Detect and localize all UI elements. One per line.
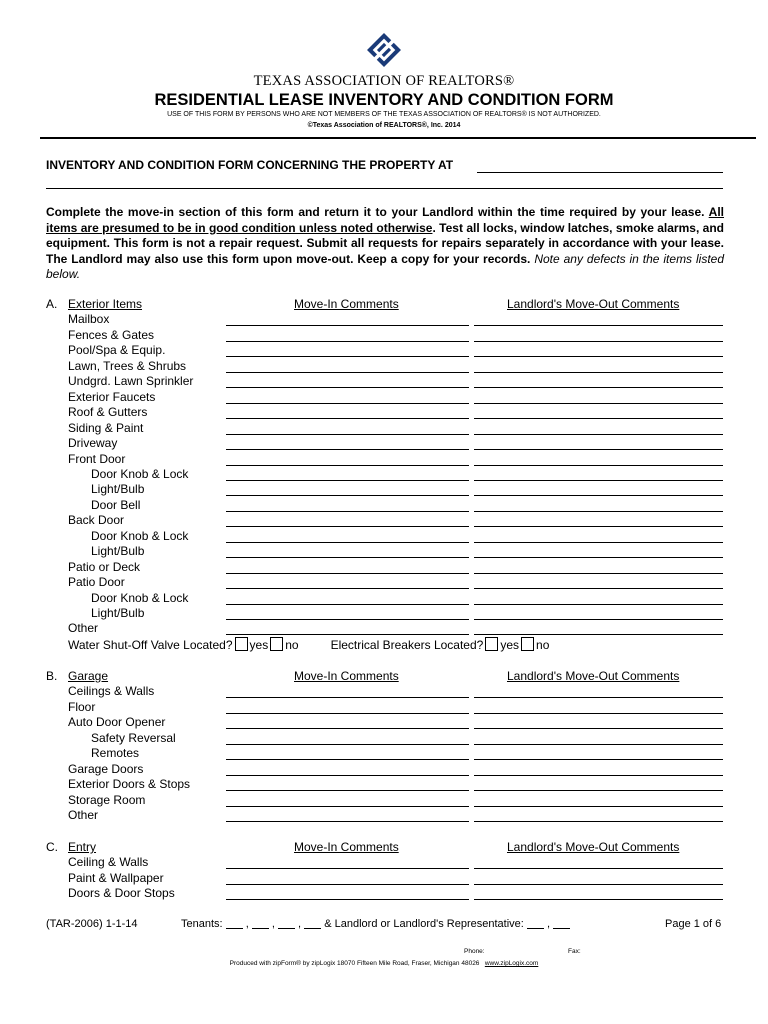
item-label: Safety Reversal bbox=[91, 730, 176, 745]
move-in-comment-field[interactable] bbox=[226, 434, 469, 435]
move-out-comment-field[interactable] bbox=[474, 403, 723, 404]
item-label: Light/Bulb bbox=[91, 544, 145, 559]
electrical-no-checkbox[interactable] bbox=[521, 637, 534, 651]
item-label: Light/Bulb bbox=[91, 606, 145, 620]
move-out-comment-field[interactable] bbox=[474, 511, 723, 512]
move-in-comment-field[interactable] bbox=[226, 806, 469, 807]
water-yes-checkbox[interactable] bbox=[235, 637, 248, 651]
section-title: Garage bbox=[68, 669, 109, 683]
move-in-comment-field[interactable] bbox=[226, 557, 469, 558]
water-shutoff-label: Water Shut-Off Valve Located? bbox=[68, 637, 233, 652]
move-out-comment-field[interactable] bbox=[474, 434, 723, 435]
move-in-comment-field[interactable] bbox=[226, 868, 469, 869]
defects-note: Note any defects in the items listed below. bbox=[46, 251, 724, 282]
item-label: Paint & Wallpaper bbox=[68, 870, 164, 885]
move-in-comment-field[interactable] bbox=[226, 387, 469, 388]
move-in-comment-field[interactable] bbox=[226, 619, 469, 620]
no-label: no bbox=[285, 637, 299, 652]
move-out-comment-field[interactable] bbox=[474, 573, 723, 574]
move-out-comment-field[interactable] bbox=[474, 356, 723, 357]
move-out-header: Landlord's Move-Out Comments bbox=[507, 669, 680, 683]
item-label: Storage Room bbox=[68, 792, 146, 807]
section-letter: B. bbox=[46, 669, 58, 683]
form-title: RESIDENTIAL LEASE INVENTORY AND CONDITION FORM bbox=[154, 91, 614, 109]
section-letter: C. bbox=[46, 840, 58, 854]
item-label: Light/Bulb bbox=[91, 482, 145, 497]
move-out-comment-field[interactable] bbox=[474, 775, 723, 776]
tenant-initials-3[interactable] bbox=[278, 918, 295, 929]
no-label: no bbox=[536, 637, 550, 652]
tenant-initials-1[interactable] bbox=[226, 918, 243, 929]
move-out-comment-field[interactable] bbox=[474, 821, 723, 822]
move-out-comment-field[interactable] bbox=[474, 372, 723, 373]
move-out-comment-field[interactable] bbox=[474, 495, 723, 496]
item-label: Pool/Spa & Equip. bbox=[68, 343, 166, 358]
item-label: Driveway bbox=[68, 436, 118, 451]
item-label: Fences & Gates bbox=[68, 327, 155, 342]
move-out-comment-field[interactable] bbox=[474, 790, 723, 791]
move-out-comment-field[interactable] bbox=[474, 325, 723, 326]
tar-logo-icon bbox=[367, 33, 401, 67]
item-label: Other bbox=[68, 808, 99, 823]
move-in-comment-field[interactable] bbox=[226, 449, 469, 450]
form-id: (TAR-2006) 1-1-14 bbox=[46, 918, 138, 930]
item-label: Patio Door bbox=[68, 575, 125, 590]
yes-label: yes bbox=[249, 637, 269, 652]
move-out-comment-field[interactable] bbox=[474, 868, 723, 869]
move-in-comment-field[interactable] bbox=[226, 573, 469, 574]
move-in-comment-field[interactable] bbox=[226, 403, 469, 404]
move-out-comment-field[interactable] bbox=[474, 465, 723, 466]
usage-notice: USE OF THIS FORM BY PERSONS WHO ARE NOT MEMBERS OF THE TEXAS ASSOCIATION OF REALTORS® IS NOT AUTHORIZED. bbox=[167, 111, 601, 118]
move-in-comment-field[interactable] bbox=[226, 744, 469, 745]
item-label: Garage Doors bbox=[68, 761, 144, 776]
move-out-comment-field[interactable] bbox=[474, 526, 723, 527]
electrical-breakers-label: Electrical Breakers Located? bbox=[330, 637, 484, 652]
move-in-comment-field[interactable] bbox=[226, 775, 469, 776]
move-in-comment-field[interactable] bbox=[226, 372, 469, 373]
produced-by: Produced with zipForm® by zipLogix 18070 Fifteen Mile Road, Fraser, Michigan 48026 www.zipLogix.com bbox=[229, 960, 539, 967]
copyright: ©Texas Association of REALTORS®, Inc. 2014 bbox=[307, 122, 461, 129]
move-out-comment-field[interactable] bbox=[474, 728, 723, 729]
item-label: Exterior Faucets bbox=[68, 389, 156, 404]
move-in-comment-field[interactable] bbox=[226, 790, 469, 791]
item-label: Undgrd. Lawn Sprinkler bbox=[68, 374, 194, 389]
move-out-header: Landlord's Move-Out Comments bbox=[507, 297, 680, 311]
move-in-comment-field[interactable] bbox=[226, 759, 469, 760]
electrical-yes-checkbox[interactable] bbox=[485, 637, 498, 651]
move-in-comment-field[interactable] bbox=[226, 604, 469, 605]
move-in-comment-field[interactable] bbox=[226, 542, 469, 543]
item-label: Auto Door Opener bbox=[68, 715, 166, 730]
landlord-initials-2[interactable] bbox=[553, 918, 570, 929]
move-out-comment-field[interactable] bbox=[474, 604, 723, 605]
move-out-comment-field[interactable] bbox=[474, 557, 723, 558]
move-out-comment-field[interactable] bbox=[474, 899, 723, 900]
item-label: Door Knob & Lock bbox=[91, 528, 189, 543]
move-in-comment-field[interactable] bbox=[226, 511, 469, 512]
item-label: Ceiling & Walls bbox=[68, 855, 149, 870]
property-label: INVENTORY AND CONDITION FORM CONCERNING THE PROPERTY AT bbox=[46, 158, 454, 172]
landlord-initials-1[interactable] bbox=[527, 918, 544, 929]
item-label: Floor bbox=[68, 699, 96, 714]
move-in-comment-field[interactable] bbox=[226, 884, 469, 885]
move-out-comment-field[interactable] bbox=[474, 744, 723, 745]
item-label: Exterior Doors & Stops bbox=[68, 777, 191, 792]
move-out-comment-field[interactable] bbox=[474, 341, 723, 342]
page-number: Page 1 of 6 bbox=[665, 918, 722, 930]
section-title: Exterior Items bbox=[68, 297, 143, 311]
presumption-text: All items are presumed to be in good condition unless noted otherwise bbox=[46, 205, 725, 235]
item-label: Siding & Paint bbox=[68, 420, 144, 435]
tenant-initials-2[interactable] bbox=[252, 918, 269, 929]
water-no-checkbox[interactable] bbox=[270, 637, 283, 651]
item-label: Remotes bbox=[91, 746, 140, 761]
item-label: Other bbox=[68, 621, 99, 636]
move-out-comment-field[interactable] bbox=[474, 480, 723, 481]
utility-locations-row bbox=[68, 637, 549, 652]
item-label: Mailbox bbox=[68, 312, 110, 327]
tenant-initials-4[interactable] bbox=[304, 918, 321, 929]
item-label: Back Door bbox=[68, 513, 125, 528]
move-in-comment-field[interactable] bbox=[226, 341, 469, 342]
move-in-comment-field[interactable] bbox=[226, 728, 469, 729]
item-label: Roof & Gutters bbox=[68, 405, 148, 420]
move-in-comment-field[interactable] bbox=[226, 495, 469, 496]
initials-line: Tenants: , , , & Landlord or Landlord's Representative: , bbox=[181, 918, 570, 930]
section-letter: A. bbox=[46, 297, 58, 311]
move-in-comment-field[interactable] bbox=[226, 821, 469, 822]
phone-label: Phone: bbox=[464, 948, 485, 955]
move-in-comment-field[interactable] bbox=[226, 713, 469, 714]
move-out-comment-field[interactable] bbox=[474, 588, 723, 589]
item-label: Door Knob & Lock bbox=[91, 590, 189, 605]
move-out-comment-field[interactable] bbox=[474, 542, 723, 543]
section-title: Entry bbox=[68, 840, 97, 854]
move-out-comment-field[interactable] bbox=[474, 619, 723, 620]
org-name: TEXAS ASSOCIATION OF REALTORS® bbox=[253, 73, 515, 89]
move-out-comment-field[interactable] bbox=[474, 713, 723, 714]
item-label: Lawn, Trees & Shrubs bbox=[68, 358, 187, 373]
move-in-comment-field[interactable] bbox=[226, 418, 469, 419]
move-in-header: Move-In Comments bbox=[294, 840, 399, 854]
move-out-comment-field[interactable] bbox=[474, 806, 723, 807]
move-in-comment-field[interactable] bbox=[226, 526, 469, 527]
header-divider bbox=[40, 137, 756, 139]
fax-label: Fax: bbox=[568, 948, 581, 955]
property-address-field[interactable] bbox=[477, 172, 723, 173]
item-label: Door Knob & Lock bbox=[91, 466, 189, 481]
move-out-comment-field[interactable] bbox=[474, 759, 723, 760]
move-in-comment-field[interactable] bbox=[226, 325, 469, 326]
move-in-comment-field[interactable] bbox=[226, 465, 469, 466]
move-in-comment-field[interactable] bbox=[226, 480, 469, 481]
item-label: Doors & Door Stops bbox=[68, 886, 175, 901]
move-in-header: Move-In Comments bbox=[294, 297, 399, 311]
move-in-header: Move-In Comments bbox=[294, 669, 399, 683]
move-in-comment-field[interactable] bbox=[226, 356, 469, 357]
item-label: Patio or Deck bbox=[68, 559, 141, 574]
instructions-paragraph: Complete the move-in section of this form and return it to your Landlord within the time required by your lease. All items are presumed to be in good condition unless noted otherwise. Test all locks, window latches, smoke alarms, and equipment. This form is not a repair request. Submit all requests for repairs separately in accordance with your lease. The Landlord may also use this form upon move-out. Keep a copy for your records. Note any defects in the items listed below. bbox=[46, 205, 725, 282]
item-label: Ceilings & Walls bbox=[68, 684, 155, 699]
move-out-comment-field[interactable] bbox=[474, 418, 723, 419]
move-out-comment-field[interactable] bbox=[474, 634, 723, 635]
ziplogix-link[interactable]: www.zipLogix.com bbox=[484, 960, 539, 967]
yes-label: yes bbox=[500, 637, 520, 652]
property-address-field-line2[interactable] bbox=[46, 188, 723, 189]
move-in-comment-field[interactable] bbox=[226, 634, 469, 635]
move-out-comment-field[interactable] bbox=[474, 387, 723, 388]
move-out-comment-field[interactable] bbox=[474, 697, 723, 698]
move-in-comment-field[interactable] bbox=[226, 899, 469, 900]
move-out-comment-field[interactable] bbox=[474, 884, 723, 885]
item-label: Front Door bbox=[68, 451, 126, 466]
move-out-comment-field[interactable] bbox=[474, 449, 723, 450]
item-label: Door Bell bbox=[91, 497, 141, 512]
move-in-comment-field[interactable] bbox=[226, 588, 469, 589]
move-out-header: Landlord's Move-Out Comments bbox=[507, 840, 680, 854]
move-in-comment-field[interactable] bbox=[226, 697, 469, 698]
